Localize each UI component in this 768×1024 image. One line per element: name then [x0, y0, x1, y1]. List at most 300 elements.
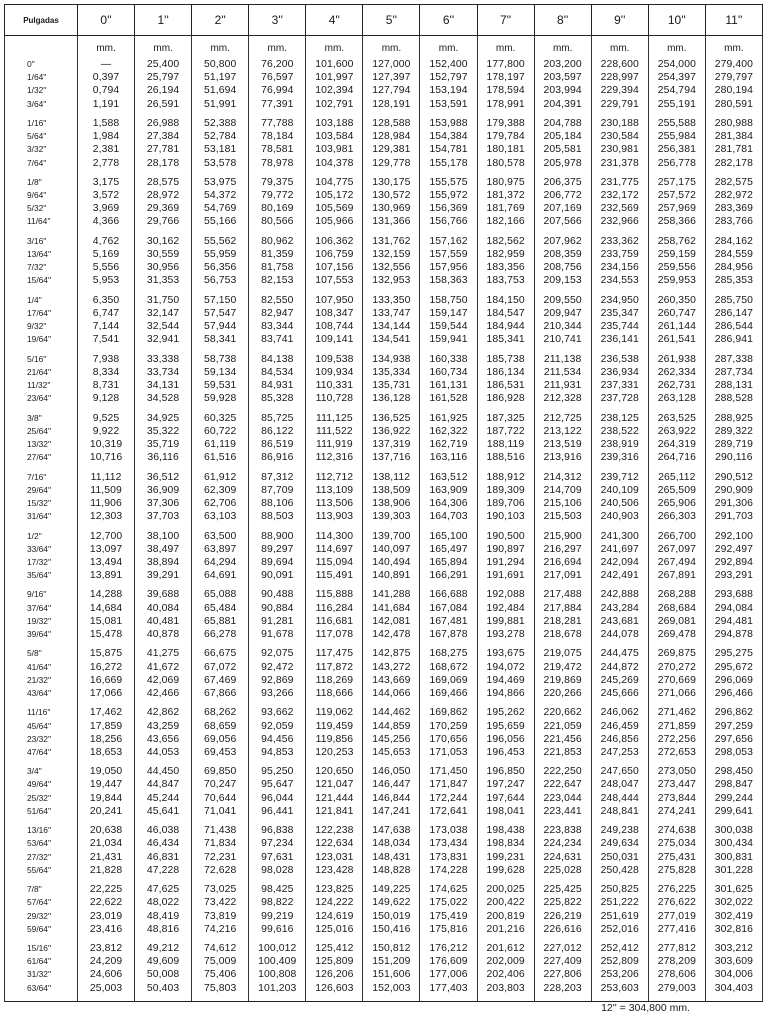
- row-group: [5, 706, 77, 759]
- value-group: [249, 824, 305, 877]
- table-cell: 224,234: [543, 838, 582, 850]
- table-cell: 172,244: [429, 792, 468, 804]
- table-cell: 256,381: [657, 144, 696, 156]
- table-cell: 153,988: [429, 117, 468, 129]
- table-cell: 170,656: [429, 733, 468, 745]
- table-cell: 138,509: [372, 484, 411, 496]
- table-cell: 76,994: [261, 85, 294, 97]
- table-cell: 49,212: [146, 943, 180, 955]
- table-cell: 51,694: [204, 85, 237, 97]
- value-group: [78, 235, 134, 288]
- table-cell: 267,891: [657, 570, 696, 582]
- table-cell: 26,194: [146, 85, 180, 97]
- value-group: [478, 353, 534, 406]
- table-cell: 182,959: [486, 249, 525, 260]
- table-cell: 231,775: [600, 176, 639, 188]
- table-cell: 268,684: [657, 602, 696, 614]
- value-group: [306, 588, 362, 641]
- value-group: [420, 883, 476, 936]
- table-cell: 121,444: [315, 792, 354, 804]
- table-cell: 296,069: [714, 674, 754, 686]
- table-cell: 156,766: [429, 216, 468, 228]
- table-cell: 278,606: [657, 969, 696, 981]
- value-group: [78, 294, 134, 347]
- table-cell: 172,641: [429, 805, 468, 817]
- table-cell: 279,400: [714, 59, 754, 70]
- fraction-label: 19/64'': [27, 334, 52, 345]
- header-inch-2: 2'': [192, 5, 249, 36]
- table-cell: 189,309: [486, 484, 525, 496]
- fraction-label: 5/64'': [27, 131, 47, 142]
- fraction-label: 1/32'': [27, 85, 47, 96]
- table-cell: 214,312: [543, 471, 582, 483]
- table-cell: 286,544: [714, 321, 754, 333]
- value-group: [420, 58, 476, 111]
- table-cell: 147,241: [372, 805, 411, 817]
- table-cell: 55,562: [204, 235, 237, 247]
- table-cell: 133,747: [372, 307, 411, 319]
- table-cell: 41,672: [146, 661, 180, 673]
- table-cell: 136,128: [372, 393, 411, 405]
- table-cell: 55,166: [204, 216, 237, 228]
- table-cell: 123,428: [315, 864, 354, 876]
- value-group: [535, 588, 591, 641]
- table-cell: 252,016: [600, 923, 639, 935]
- value-group: [420, 530, 476, 583]
- table-cell: 285,353: [714, 275, 754, 287]
- table-cell: 223,044: [543, 792, 582, 804]
- header-inch-9: 9'': [591, 5, 648, 36]
- value-group: [478, 117, 534, 170]
- table-cell: 121,841: [315, 805, 354, 817]
- value-group: [649, 412, 705, 465]
- fraction-label: 15/16'': [27, 943, 52, 954]
- table-cell: 293,291: [714, 570, 754, 582]
- fraction-label: 17/32'': [27, 556, 52, 567]
- table-cell: 68,659: [204, 720, 237, 732]
- table-cell: 298,450: [714, 766, 754, 778]
- table-cell: 178,197: [486, 72, 525, 84]
- table-cell: 22,622: [89, 897, 123, 909]
- table-cell: 296,862: [714, 707, 754, 719]
- table-cell: 187,325: [486, 412, 525, 424]
- table-cell: 137,319: [372, 439, 411, 450]
- table-cell: 61,516: [204, 452, 237, 464]
- unit-label: mm.: [381, 43, 402, 54]
- table-cell: 146,844: [372, 792, 411, 804]
- table-cell: 134,541: [372, 334, 411, 346]
- value-group: [592, 235, 648, 288]
- table-cell: 69,056: [204, 733, 237, 745]
- table-cell: 147,638: [372, 825, 411, 837]
- table-cell: 103,584: [315, 131, 354, 143]
- table-cell: 202,406: [486, 969, 525, 981]
- table-cell: 194,866: [486, 687, 525, 699]
- table-cell: 74,216: [204, 923, 237, 935]
- table-cell: 125,412: [315, 943, 354, 955]
- table-cell: 22,225: [89, 884, 123, 896]
- fraction-label-column: [5, 36, 78, 1002]
- value-group: [706, 412, 762, 465]
- table-cell: 157,956: [429, 262, 468, 274]
- table-cell: 116,284: [315, 602, 354, 614]
- value-group: [592, 824, 648, 877]
- table-cell: 265,906: [657, 497, 696, 509]
- table-cell: 134,144: [372, 321, 411, 333]
- table-cell: 77,391: [261, 98, 294, 110]
- value-group: [249, 706, 305, 759]
- table-cell: 271,859: [657, 720, 696, 732]
- table-cell: 23,812: [89, 943, 123, 955]
- table-cell: 266,303: [657, 511, 696, 523]
- table-cell: 30,162: [146, 235, 180, 247]
- table-cell: 5,953: [92, 275, 120, 287]
- table-cell: 203,597: [543, 72, 582, 84]
- value-group: [535, 58, 591, 111]
- table-cell: 82,550: [261, 294, 294, 306]
- table-cell: 73,422: [204, 897, 237, 909]
- value-group: [592, 117, 648, 170]
- table-cell: 199,231: [486, 851, 525, 863]
- table-cell: 100,808: [258, 969, 297, 981]
- fraction-label: 1/4'': [27, 294, 42, 305]
- table-cell: 257,175: [657, 176, 696, 188]
- value-group: [420, 824, 476, 877]
- table-cell: 127,397: [372, 72, 411, 84]
- value-group: [192, 235, 248, 288]
- table-cell: 148,431: [372, 851, 411, 863]
- fraction-label: 7/16'': [27, 471, 47, 482]
- table-cell: 231,378: [600, 157, 639, 169]
- table-cell: 181,372: [486, 190, 525, 202]
- table-cell: 71,834: [204, 838, 237, 850]
- table-cell: 203,803: [486, 982, 525, 994]
- value-group: [363, 58, 419, 111]
- table-cell: 99,219: [261, 910, 294, 922]
- value-group: [706, 471, 762, 524]
- inch-to-mm-table: [4, 4, 763, 1002]
- table-cell: 220,662: [543, 707, 582, 719]
- table-cell: 95,647: [261, 779, 294, 791]
- table-cell: 120,253: [315, 746, 354, 758]
- table-cell: 50,008: [146, 969, 180, 981]
- table-cell: 163,116: [429, 452, 468, 464]
- table-cell: 219,869: [543, 674, 582, 686]
- value-group: [706, 176, 762, 229]
- table-cell: 118,269: [315, 674, 354, 686]
- table-cell: 33,338: [146, 353, 180, 365]
- table-cell: 65,881: [204, 615, 237, 627]
- table-cell: 19,844: [89, 792, 123, 804]
- value-group: [363, 353, 419, 406]
- table-cell: 289,322: [714, 425, 754, 437]
- table-cell: 155,178: [429, 157, 468, 169]
- table-cell: 34,528: [146, 393, 180, 405]
- value-group: [478, 471, 534, 524]
- table-cell: 100,409: [258, 956, 297, 968]
- value-group: [478, 883, 534, 936]
- table-cell: 101,600: [315, 59, 354, 70]
- table-cell: 180,181: [486, 144, 525, 156]
- table-cell: 138,906: [372, 497, 411, 509]
- value-group: [78, 765, 134, 818]
- table-cell: 195,659: [486, 720, 525, 732]
- table-cell: 37,306: [146, 497, 180, 509]
- fraction-label: 3/4'': [27, 766, 42, 777]
- table-cell: 221,456: [543, 733, 582, 745]
- fraction-label: 1/64'': [27, 72, 47, 83]
- value-group: [249, 942, 305, 995]
- table-cell: 87,709: [261, 484, 294, 496]
- table-cell: 244,078: [600, 629, 639, 640]
- table-cell: 85,725: [261, 412, 294, 424]
- value-group: [192, 824, 248, 877]
- table-cell: 72,628: [204, 864, 237, 876]
- table-cell: 109,934: [315, 366, 354, 378]
- fraction-label: 11/64'': [27, 216, 51, 227]
- value-group: [135, 883, 191, 936]
- value-group: [649, 824, 705, 877]
- value-group: [592, 883, 648, 936]
- table-cell: 13,494: [89, 556, 123, 568]
- value-group: [249, 883, 305, 936]
- table-cell: 43,656: [146, 733, 180, 745]
- table-cell: 228,203: [543, 982, 582, 994]
- fraction-label: 3/32'': [27, 144, 47, 155]
- table-cell: 51,991: [204, 98, 237, 110]
- table-cell: 78,184: [261, 131, 294, 143]
- table-cell: 52,784: [204, 131, 237, 143]
- table-cell: 234,553: [600, 275, 639, 287]
- value-group: [706, 353, 762, 406]
- table-cell: 295,672: [714, 661, 754, 673]
- table-cell: 272,653: [657, 746, 696, 758]
- header-inch-3: 3'': [249, 5, 306, 36]
- table-cell: 135,334: [372, 366, 411, 378]
- value-group: [135, 412, 191, 465]
- table-cell: 277,812: [657, 943, 696, 955]
- row-group: [5, 117, 77, 170]
- fraction-label: 15/32'': [27, 497, 52, 508]
- value-group: [706, 647, 762, 700]
- value-group: [306, 235, 362, 288]
- table-cell: 70,644: [204, 792, 237, 804]
- value-group: [363, 471, 419, 524]
- table-cell: 71,041: [204, 805, 237, 817]
- table-cell: 211,931: [543, 380, 582, 392]
- table-cell: 246,062: [600, 707, 639, 719]
- table-cell: 86,916: [261, 452, 294, 464]
- fraction-label: 11/32'': [27, 380, 51, 391]
- value-group: [478, 530, 534, 583]
- table-cell: 26,988: [146, 117, 180, 129]
- fraction-label: 51/64'': [27, 805, 52, 816]
- table-cell: 44,847: [146, 779, 180, 791]
- value-group: [592, 765, 648, 818]
- fraction-label: 21/32'': [27, 674, 52, 685]
- table-cell: 15,875: [89, 648, 123, 660]
- value-group: [249, 353, 305, 406]
- table-cell: 199,628: [486, 864, 525, 876]
- table-cell: 151,606: [372, 969, 411, 981]
- value-group: [706, 530, 762, 583]
- table-cell: 204,391: [543, 98, 582, 110]
- table-cell: 270,669: [657, 674, 696, 686]
- table-cell: 295,275: [714, 648, 754, 660]
- table-cell: 105,966: [315, 216, 354, 228]
- footer-note: 12'' = 304,800 mm.: [601, 1002, 690, 1014]
- table-cell: 230,584: [600, 131, 639, 143]
- row-group: [5, 176, 77, 229]
- table-cell: 56,356: [204, 262, 237, 274]
- table-cell: 58,341: [204, 334, 237, 346]
- table-cell: 169,069: [429, 674, 468, 686]
- table-cell: 124,222: [315, 897, 354, 909]
- table-cell: 83,344: [261, 321, 294, 333]
- table-cell: 38,497: [146, 543, 180, 555]
- table-cell: 69,453: [204, 746, 237, 758]
- table-cell: 88,900: [261, 530, 294, 542]
- table-cell: 7,938: [92, 353, 120, 365]
- table-cell: 168,275: [429, 648, 468, 660]
- table-cell: 30,559: [146, 249, 180, 260]
- table-cell: 49,609: [146, 956, 180, 968]
- table-cell: 13,891: [89, 570, 123, 582]
- table-cell: 257,969: [657, 203, 696, 215]
- table-cell: 175,419: [429, 910, 468, 922]
- value-group: [706, 588, 762, 641]
- row-group: [5, 353, 77, 406]
- table-cell: 79,375: [261, 176, 294, 188]
- value-group: [363, 765, 419, 818]
- table-cell: 45,641: [146, 805, 180, 817]
- table-cell: 27,781: [146, 144, 180, 156]
- table-cell: 109,538: [315, 353, 354, 365]
- table-cell: 108,347: [315, 307, 354, 319]
- table-cell: 185,738: [486, 353, 525, 365]
- table-cell: 198,834: [486, 838, 525, 850]
- table-cell: 110,331: [315, 380, 354, 392]
- table-cell: 8,334: [92, 366, 120, 378]
- table-cell: 34,925: [146, 412, 180, 424]
- value-column-5: [363, 36, 420, 1002]
- value-group: [363, 824, 419, 877]
- value-group: [478, 588, 534, 641]
- table-cell: 156,369: [429, 203, 468, 215]
- table-cell: 80,169: [261, 203, 294, 215]
- table-cell: 161,528: [429, 393, 468, 405]
- table-cell: 257,572: [657, 190, 696, 202]
- table-cell: 238,522: [600, 425, 639, 437]
- value-column-8: [534, 36, 591, 1002]
- value-group: [478, 942, 534, 995]
- table-cell: 9,525: [92, 412, 120, 424]
- value-column-9: [591, 36, 648, 1002]
- table-cell: 32,147: [146, 307, 180, 319]
- table-cell: 2,778: [92, 157, 120, 169]
- table-cell: 241,300: [600, 530, 639, 542]
- table-cell: 115,094: [315, 556, 354, 568]
- table-cell: 86,122: [261, 425, 294, 437]
- table-cell: 7,144: [92, 321, 120, 333]
- fraction-label: 27/64'': [27, 452, 52, 463]
- value-group: [535, 176, 591, 229]
- table-cell: 221,853: [543, 746, 582, 758]
- table-cell: 229,394: [600, 85, 639, 97]
- value-group: [135, 117, 191, 170]
- fraction-label: 21/64'': [27, 366, 52, 377]
- table-cell: 200,819: [486, 910, 525, 922]
- table-cell: 194,469: [486, 674, 525, 686]
- table-cell: 236,934: [600, 366, 639, 378]
- value-group: [420, 942, 476, 995]
- table-cell: 265,509: [657, 484, 696, 496]
- table-cell: 205,184: [543, 131, 582, 143]
- table-cell: 117,475: [315, 648, 354, 660]
- table-cell: 203,200: [543, 59, 582, 70]
- table-cell: 300,434: [714, 838, 754, 850]
- row-group: [5, 58, 77, 111]
- table-cell: 48,022: [146, 897, 180, 909]
- table-cell: 90,091: [261, 570, 294, 582]
- header-inch-0: 0'': [78, 5, 135, 36]
- fraction-label: 43/64'': [27, 687, 52, 698]
- value-group: [649, 883, 705, 936]
- table-cell: 290,512: [714, 471, 754, 483]
- table-cell: 288,528: [714, 393, 754, 405]
- value-group: [478, 294, 534, 347]
- table-cell: 8,731: [92, 380, 120, 392]
- table-cell: 135,731: [372, 380, 411, 392]
- table-cell: 275,431: [657, 851, 696, 863]
- value-group: [306, 117, 362, 170]
- table-cell: 1,588: [92, 117, 120, 129]
- fraction-label: 13/16'': [27, 825, 52, 836]
- table-cell: 243,284: [600, 602, 639, 614]
- table-cell: 31,750: [146, 294, 180, 306]
- table-cell: 251,222: [600, 897, 639, 909]
- value-group: [249, 235, 305, 288]
- table-cell: 176,212: [429, 943, 468, 955]
- value-group: [649, 706, 705, 759]
- table-cell: 286,147: [714, 307, 754, 319]
- table-cell: 289,719: [714, 439, 754, 450]
- table-cell: 75,009: [204, 956, 237, 968]
- table-cell: 251,619: [600, 910, 639, 922]
- table-cell: 223,838: [543, 825, 582, 837]
- table-cell: 250,825: [600, 884, 639, 896]
- value-group: [420, 765, 476, 818]
- value-group: [592, 588, 648, 641]
- table-cell: 290,909: [714, 484, 754, 496]
- table-cell: 25,400: [146, 59, 180, 70]
- table-cell: 250,428: [600, 864, 639, 876]
- value-group: [192, 706, 248, 759]
- table-cell: 144,859: [372, 720, 411, 732]
- table-cell: 17,462: [89, 707, 123, 719]
- table-cell: 57,547: [204, 307, 237, 319]
- table-cell: 113,109: [315, 484, 354, 496]
- fraction-label: 63/64'': [27, 982, 52, 993]
- table-cell: 208,756: [543, 262, 582, 274]
- table-cell: 104,775: [315, 176, 354, 188]
- fraction-label: 5/16'': [27, 353, 47, 364]
- table-cell: 222,647: [543, 779, 582, 791]
- table-cell: 2,381: [92, 144, 120, 156]
- table-cell: 165,497: [429, 543, 468, 555]
- fraction-label: 0'': [27, 59, 35, 69]
- value-group: [306, 706, 362, 759]
